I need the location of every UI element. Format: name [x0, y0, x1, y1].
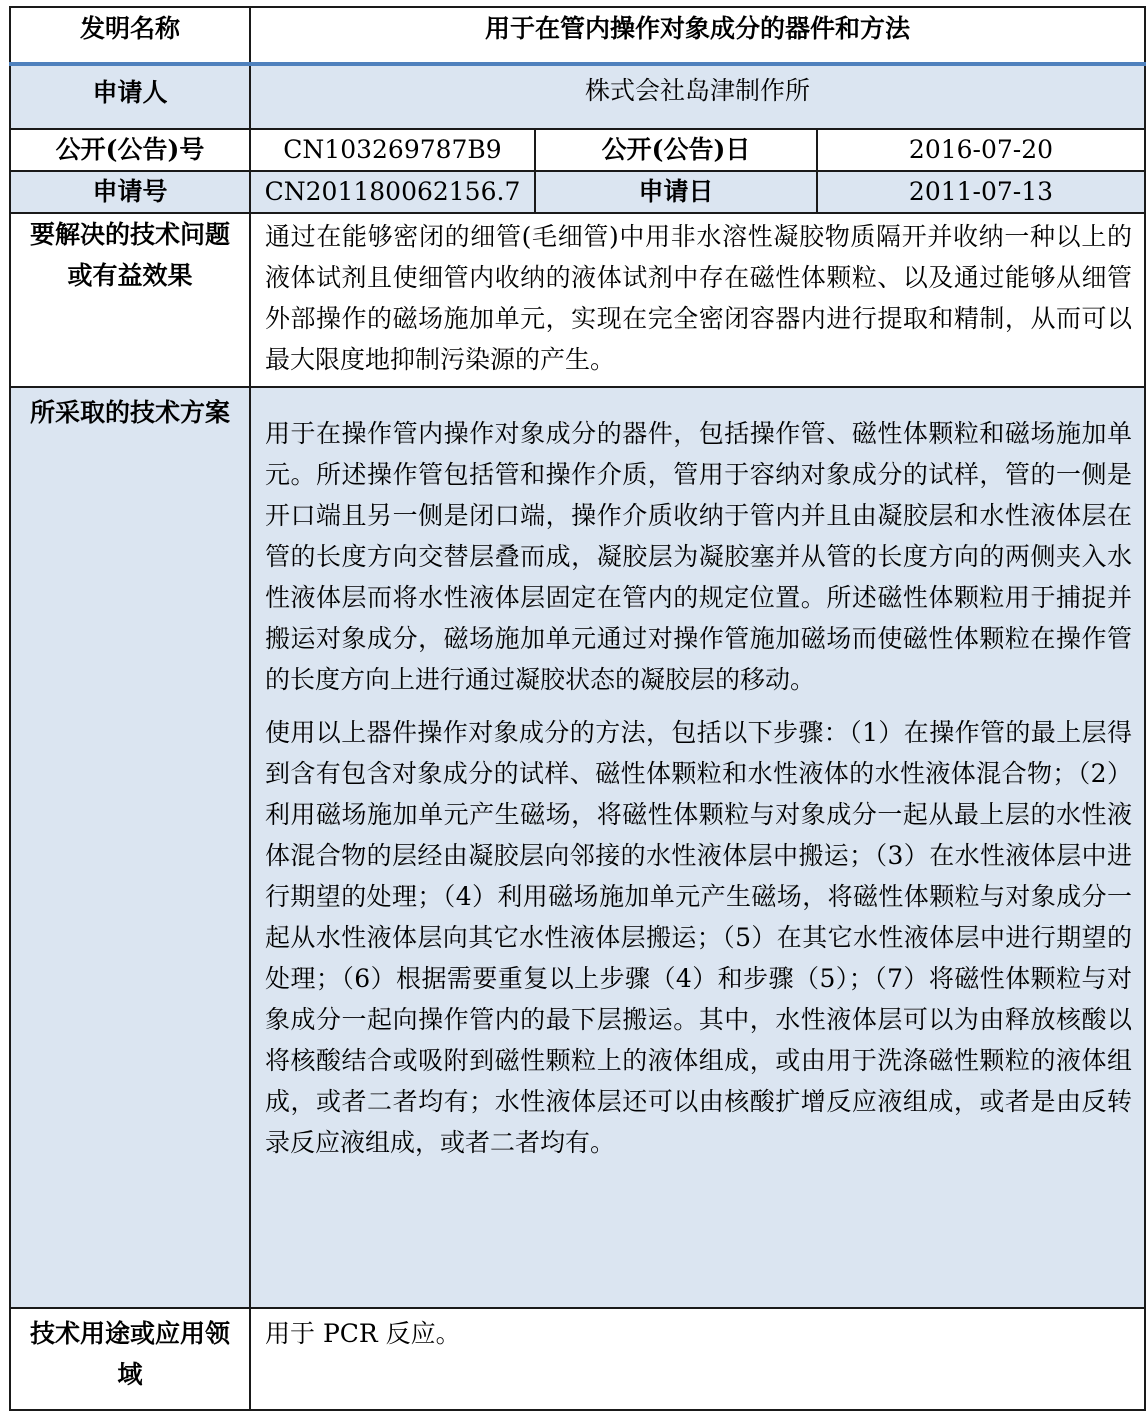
patent-info-table — [9, 6, 1146, 1411]
application-field-value: 用于 PCR 反应。 — [250, 1308, 1145, 1410]
publication-number-value: CN103269787B9 — [250, 129, 535, 171]
solution-row — [10, 387, 1145, 1308]
applicant-value: 株式会社岛津制作所 — [250, 64, 1145, 129]
publication-date-label: 公开(公告)日 — [535, 129, 817, 171]
title-row — [10, 7, 1145, 64]
applicant-label: 申请人 — [10, 64, 250, 129]
application-row — [10, 171, 1145, 213]
invention-name-value: 用于在管内操作对象成分的器件和方法 — [250, 7, 1145, 64]
solution-body — [250, 387, 1145, 1308]
problem-value: 通过在能够密闭的细管(毛细管)中用非水溶性凝胶物质隔开并收纳一种以上的液体试剂且使细管内收纳的液体试剂中存在磁性体颗粒、以及通过能够从细管外部操作的磁场施加单元，实现在完全密闭容器内进行提取和精制，从而可以最大限度地抑制污染源的产生。 — [250, 213, 1145, 387]
publication-date-value: 2016-07-20 — [817, 129, 1145, 171]
publication-row — [10, 129, 1145, 171]
problem-row — [10, 213, 1145, 387]
applicant-row — [10, 64, 1145, 129]
solution-paragraph-device: 用于在操作管内操作对象成分的器件，包括操作管、磁性体颗粒和磁场施加单元。所述操作管包括管和操作介质，管用于容纳对象成分的试样，管的一侧是开口端且另一侧是闭口端，操作介质收纳于管内并且由凝胶层和水性液体层在管的长度方向交替层叠而成，凝胶层为凝胶塞并从管的长度方向的两侧夹入水性液体层而将水性液体层固定在管内的规定位置。所述磁性体颗粒用于捕捉并搬运对象成分，磁场施加单元通过对操作管施加磁场而使磁性体颗粒在操作管的长度方向上进行通过凝胶状态的凝胶层的移动。 — [265, 419, 1132, 694]
application-number-label: 申请号 — [10, 171, 250, 213]
application-number-value: CN201180062156.7 — [250, 171, 535, 213]
application-field-row — [10, 1308, 1145, 1410]
publication-number-label: 公开(公告)号 — [10, 129, 250, 171]
solution-label: 所采取的技术方案 — [10, 387, 250, 1308]
problem-label: 要解决的技术问题或有益效果 — [10, 213, 250, 387]
invention-name-label: 发明名称 — [10, 7, 250, 64]
solution-paragraph-method: 使用以上器件操作对象成分的方法，包括以下步骤：（1）在操作管的最上层得到含有包含对象成分的试样、磁性体颗粒和水性液体的水性液体混合物；（2）利用磁场施加单元产生磁场，将磁性体颗粒与对象成分一起从最上层的水性液体混合物的层经由凝胶层向邻接的水性液体层中搬运；（3）在水性液体层中进行期望的处理；（4）利用磁场施加单元产生磁场，将磁性体颗粒与对象成分一起从水性液体层向其它水性液体层搬运；（5）在其它水性液体层中进行期望的处理；（6）根据需要重复以上步骤（4）和步骤（5）；（7）将磁性体颗粒与对象成分一起向操作管内的最下层搬运。其中，水性液体层可以为由释放核酸以将核酸结合或吸附到磁性颗粒上的液体组成，或由用于洗涤磁性颗粒的液体组成，或者二者均有；水性液体层还可以由核酸扩增反应液组成，或者是由反转录反应液组成，或者二者均有。 — [265, 718, 1132, 1157]
application-field-label: 技术用途或应用领域 — [10, 1308, 250, 1410]
application-date-label: 申请日 — [535, 171, 817, 213]
application-date-value: 2011-07-13 — [817, 171, 1145, 213]
